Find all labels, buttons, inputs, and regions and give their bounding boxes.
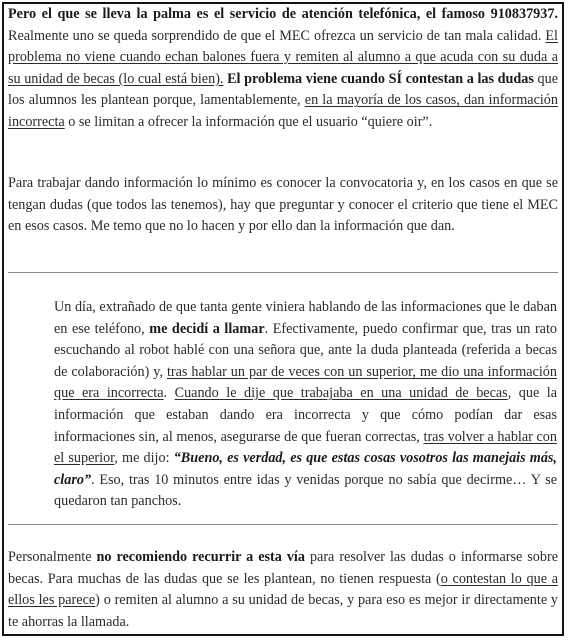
intro-bold: Pero el que se lleva la palma es el servicio de atención telefónica, el famoso 910837937. xyxy=(8,6,558,22)
quote-bold-italic: “Bueno, es verdad, es que estas cosas vosotros las manejais más, claro” xyxy=(54,450,557,488)
paragraph-phone-service: Pero el que se lleva la palma es el servicio de atención telefónica, el famoso 910837937. Realmente uno se queda sorprendido de que el MEC ofrezca un servicio de tan mala calidad. El problema no viene cuando echan balones fuera y remiten al alumno a que acuda con su duda a su unidad de becas (lo cual está bien). El problema viene cuando SÍ contestan a las dudas que los alumnos les plantean porque, lamentablemente, en la mayoría de los casos, dan información incorrecta o se limitan a ofrecer la información que el usuario “quiere oir”. xyxy=(8,6,558,130)
underlined-incorrect: en la mayoría de los casos, dan información incorrecta xyxy=(8,92,558,130)
underlined-answer: o contestan lo que a ellos les parece xyxy=(8,570,558,609)
underlined-remit: El problema no viene cuando echan balones fuera y remiten al alumno a que acuda con su duda a su unidad de becas (lo cual está bien). xyxy=(8,27,558,87)
divider-bottom xyxy=(8,524,558,525)
underlined-again: tras volver a hablar con el superior xyxy=(54,428,557,467)
bold-called: me decidí a llamar xyxy=(149,320,265,337)
underlined-superior: tras hablar un par de veces con un superior, me dio una información que era incorrecta xyxy=(54,363,557,402)
paragraph-minimum: Para trabajar dando información lo mínimo es conocer la convocatoria y, en los casos en que se tengan dudas (que todos las tenemos), hay que preguntar y conocer el criterio que tiene el MEC en esos casos. Me temo que no lo hacen y por ello dan la información que dan. xyxy=(8,175,558,235)
underlined-unit: Cuando le dije que trabajaba en una unidad de becas xyxy=(174,385,508,402)
paragraph-recommendation: Personalmente no recomiendo recurrir a esta vía para resolver las dudas o informarse sobre becas. Para muchas de las dudas que se les plantean, no tienen respuesta (o contestan lo que a ellos les parece) o remiten al alumno a su unidad de becas, y para eso es mejor ir directamente y te ahorras la llamada. xyxy=(8,549,559,630)
bold-problem: El problema viene cuando SÍ contestan a las dudas xyxy=(227,70,534,87)
paragraph-anecdote: Un día, extrañado de que tanta gente viniera hablando de las informaciones que le daban en ese teléfono, me decidí a llamar. Efectivamente, puedo confirmar que, tras un rato escuchando al robot hablé con una señora que, ante la duda planteada (referida a becas de colaboración) y, tras hablar un par de veces con un superior, me dio una información que era incorrecta. Cuando le dije que trabajaba en una unidad de becas, que la información que estaban dando era incorrecta y que cómo podían dar esas informaciones sin, al menos, asegurarse de que fueran correctas, tras volver a hablar con el superior, me dijo: “Bueno, es verdad, es que estas cosas vosotros las manejais más, claro”. Eso, tras 10 minutos entre idas y venidas porque no sabía que decirme… Y se quedaron tan panchos. xyxy=(54,299,557,510)
bold-not-recommend: no recomiendo recurrir a esta vía xyxy=(96,549,305,565)
divider-top xyxy=(8,272,558,273)
